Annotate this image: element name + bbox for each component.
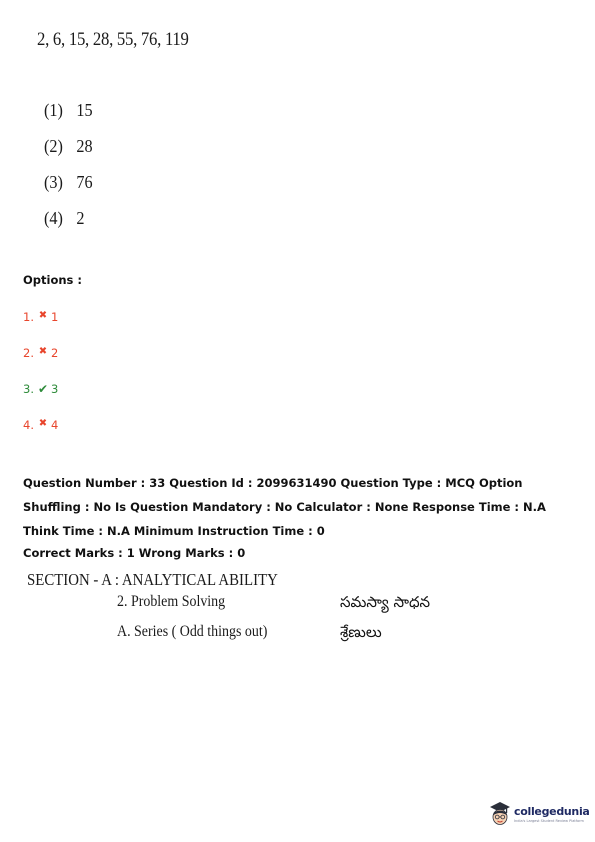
cross-icon: ✖ [38,346,48,357]
option-label: 1 [50,310,59,324]
option-number: 1. [23,310,34,324]
option-label: 3 [50,382,59,396]
choice-value: 2 [76,208,85,228]
graduate-face-icon [489,800,511,828]
choice-2 [44,136,93,172]
subtopic-telugu: శ్రేణులు [340,623,382,641]
choice-value: 28 [76,136,93,156]
option-label: 4 [50,418,59,432]
option-number: 4. [23,418,34,432]
option-label: 2 [50,346,59,360]
option-number: 2. [23,346,34,360]
cross-icon: ✖ [38,418,48,429]
choice-number: (1) [44,100,63,120]
question-choices [44,100,98,244]
choice-4 [44,208,93,244]
options-heading: Options : [23,273,82,287]
option-number: 3. [23,382,34,396]
choice-number: (2) [44,136,63,156]
choice-number: (4) [44,208,63,228]
choice-1 [44,100,93,136]
brand-tagline: India's Largest Student Review Platform [514,819,584,823]
answer-option-4 [23,418,58,454]
topic-telugu: సమస్యా సాధన [340,593,431,611]
choice-value: 76 [76,172,93,192]
topic-english: 2. Problem Solving [117,593,226,610]
subtopic-english: A. Series ( Odd things out) [117,623,268,640]
question-metadata: Question Number : 33 Question Id : 2099631490 Question Type : MCQ Option Shuffling : No Is Question Mandatory : No Calculator : None Response Time : N.A Think Time : N.A Minimum Instruction Time : 0 [23,476,546,538]
marks-info: Correct Marks : 1 Wrong Marks : 0 [23,546,246,560]
answer-options [23,310,58,454]
answer-option-1 [23,310,58,346]
choice-value: 15 [76,100,93,120]
choice-3 [44,172,93,208]
brand-name: collegedunia [514,805,590,818]
answer-option-2 [23,346,58,382]
check-icon: ✔ [37,382,49,396]
section-title: SECTION - A : ANALYTICAL ABILITY [27,570,278,589]
choice-number: (3) [44,172,63,192]
question-sequence: 2, 6, 15, 28, 55, 76, 119 [37,29,189,50]
answer-option-3 [23,382,58,418]
brand-watermark [489,800,590,828]
cross-icon: ✖ [38,310,48,321]
